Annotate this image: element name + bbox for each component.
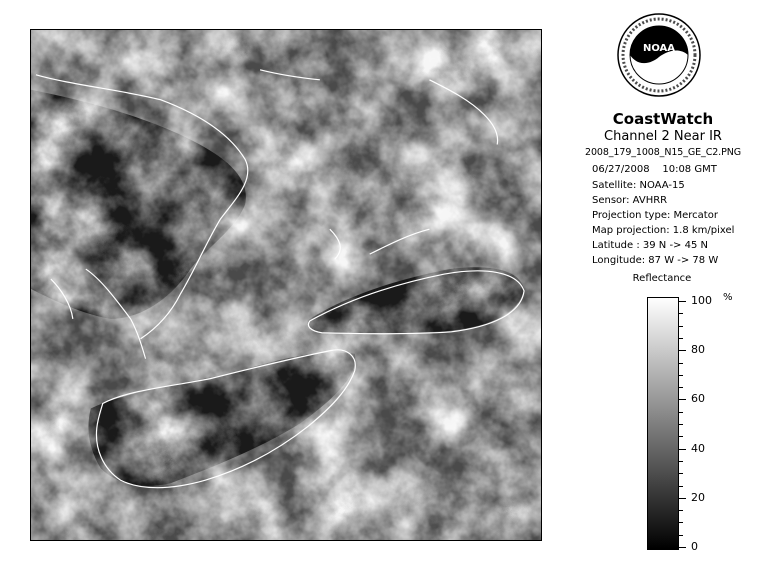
longitude-label: Longitude: 87 W -> 78 W (592, 255, 719, 266)
colorbar-tick (679, 473, 683, 474)
colorbar-tick-label: 0 (691, 539, 698, 553)
product-title: CoastWatch (612, 110, 714, 128)
filename-label: 2008_179_1008_N15_GE_C2.PNG (585, 147, 741, 158)
colorbar-tick (679, 313, 683, 314)
scale-title: Reflectance (632, 273, 692, 284)
colorbar-tick (679, 449, 686, 450)
satellite-image-svg (31, 30, 541, 540)
colorbar-tick (679, 375, 683, 376)
colorbar-tick (679, 547, 686, 548)
noaa-logo (617, 13, 701, 97)
colorbar-tick-label: 80 (691, 343, 705, 357)
colorbar-tick-label: 40 (691, 441, 705, 455)
satellite-image (30, 29, 542, 541)
sensor-label: Sensor: AVHRR (592, 195, 668, 206)
logo-text: NOAA (642, 43, 676, 54)
colorbar-tick (679, 436, 683, 437)
channel-label: Channel 2 Near IR (604, 129, 722, 144)
colorbar-tick (679, 363, 683, 364)
colorbar-tick (679, 338, 683, 339)
colorbar-tick (679, 387, 683, 388)
date-time-label: 06/27/2008 10:08 GMT (592, 164, 717, 175)
colorbar-tick (679, 424, 683, 425)
satellite-label: Satellite: NOAA-15 (592, 180, 685, 191)
cloud-cover (31, 30, 541, 540)
projection-type-label: Projection type: Mercator (592, 210, 718, 221)
colorbar-tick (679, 535, 683, 536)
colorbar-tick (679, 461, 683, 462)
colorbar-tick-label: 60 (691, 392, 705, 406)
scale-unit: % (723, 292, 733, 303)
colorbar-ticks (679, 293, 739, 553)
colorbar-tick (679, 498, 686, 499)
colorbar-tick (679, 522, 683, 523)
colorbar-tick (679, 486, 683, 487)
colorbar-tick (679, 412, 683, 413)
colorbar-tick-label: 20 (691, 490, 705, 504)
latitude-label: Latitude : 39 N -> 45 N (592, 240, 708, 251)
reflectance-colorbar (647, 297, 679, 550)
colorbar-tick (679, 399, 686, 400)
colorbar-tick (679, 301, 686, 302)
map-projection-label: Map projection: 1.8 km/pixel (592, 225, 735, 236)
colorbar-tick-label: 100 (691, 293, 712, 307)
colorbar-tick (679, 350, 686, 351)
colorbar-tick (679, 510, 683, 511)
colorbar-tick (679, 326, 683, 327)
